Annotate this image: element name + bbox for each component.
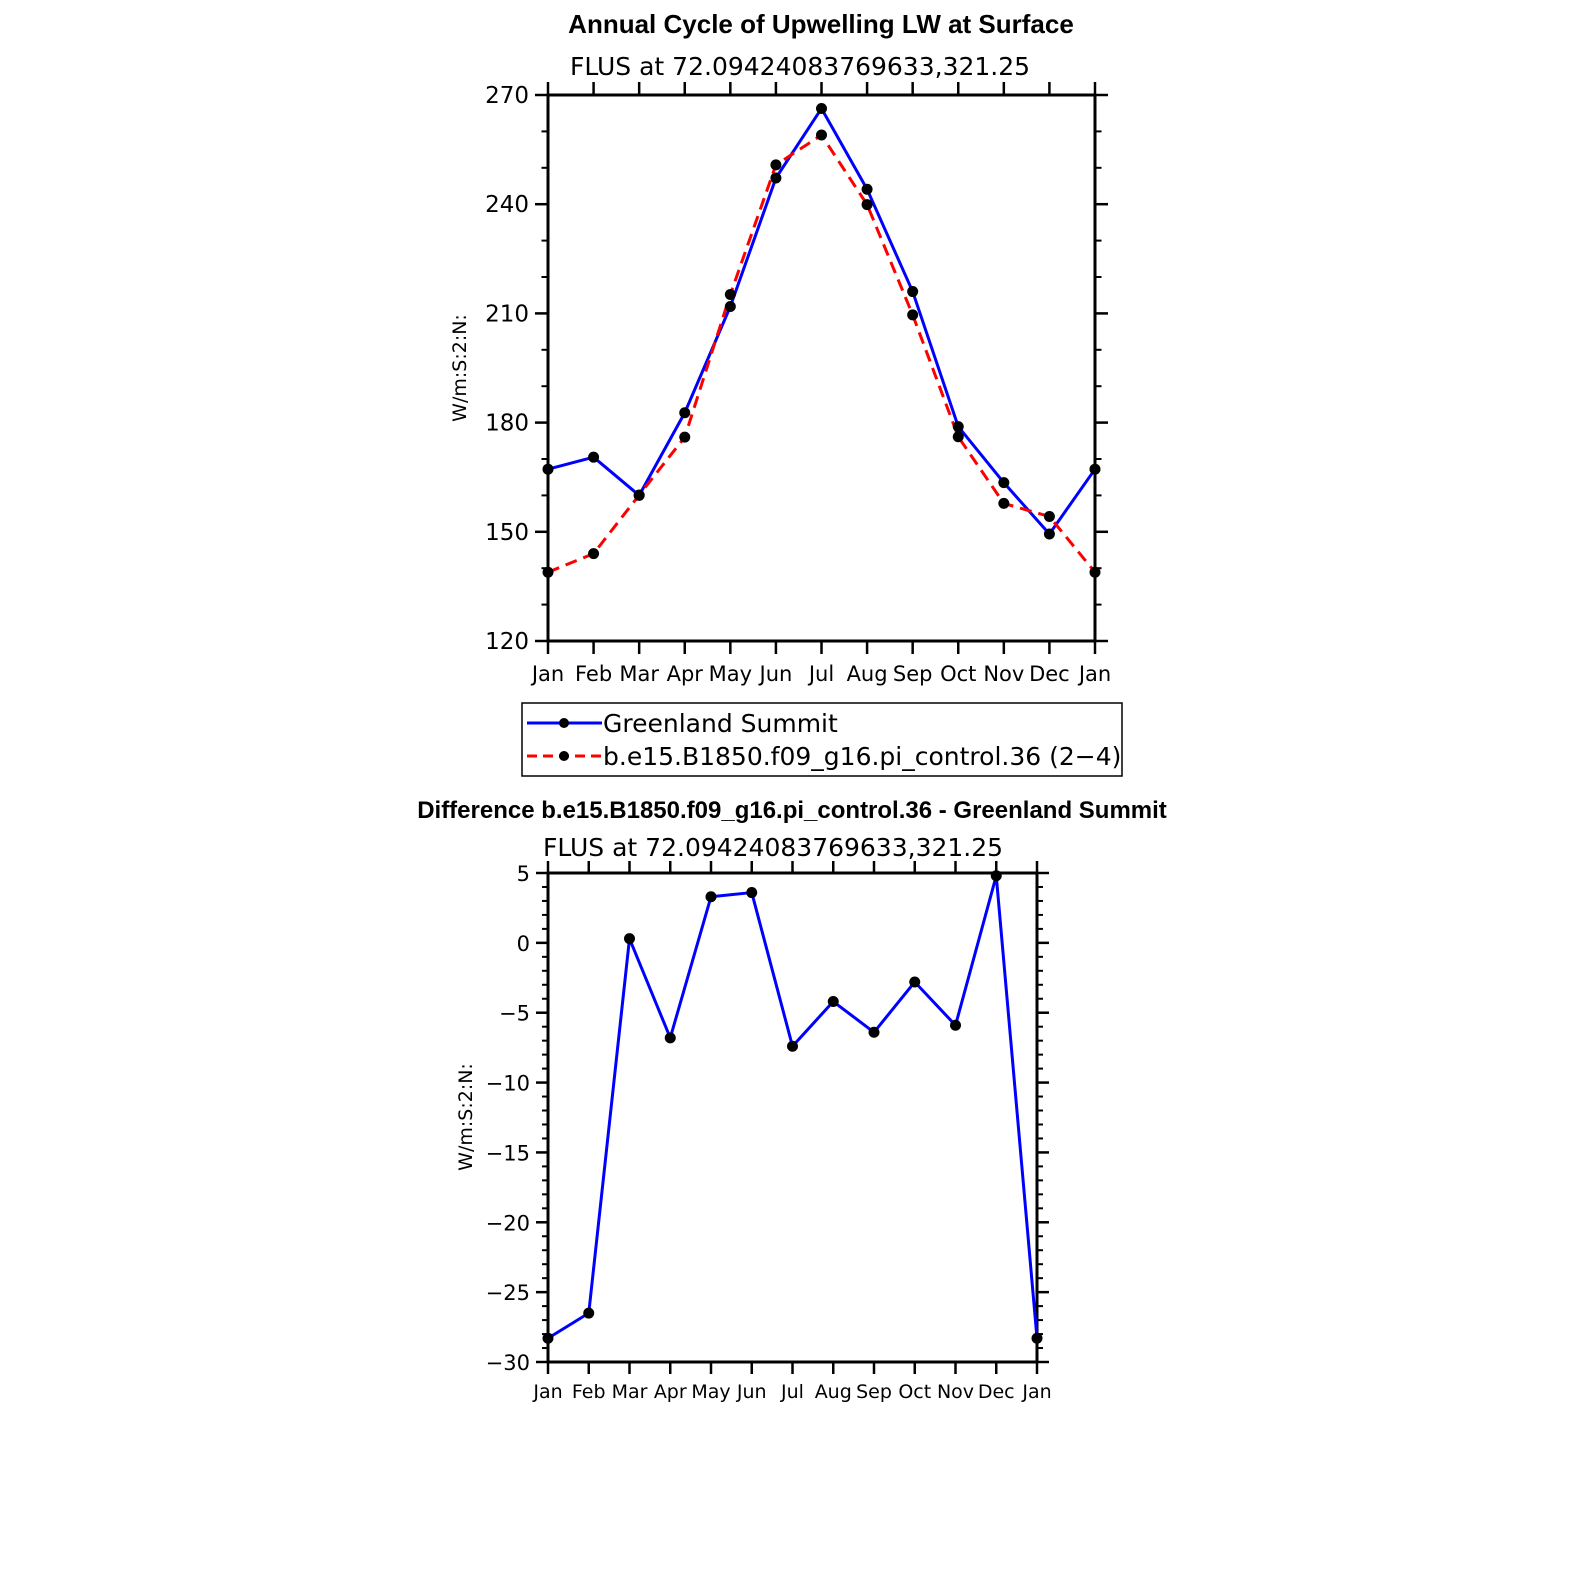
y-tick-label: 5 (516, 862, 530, 886)
chart-subtitle: FLUS at 72.09424083769633,321.25 (542, 833, 1004, 862)
x-tick-label: Jan (1078, 662, 1112, 686)
x-tick-label: May (708, 662, 753, 686)
data-point (770, 159, 781, 170)
x-tick-label: Mar (611, 1381, 648, 1403)
y-tick-label: 120 (485, 629, 529, 655)
y-axis-label: W/m:S:2:N: (449, 314, 471, 422)
data-point (1090, 567, 1101, 578)
plot-frame (548, 95, 1095, 641)
series-line (548, 108, 1095, 534)
data-point (953, 431, 964, 442)
x-tick-label: Jun (736, 1381, 767, 1403)
data-point (725, 289, 736, 300)
x-tick-label: Aug (846, 662, 888, 686)
legend-entry-model (527, 742, 1121, 771)
data-point (862, 199, 873, 210)
x-tick-label: Feb (574, 662, 613, 686)
data-point (1044, 528, 1055, 539)
data-point (991, 870, 1002, 881)
x-tick-label: Aug (814, 1381, 852, 1403)
legend (522, 703, 1122, 776)
data-point (1032, 1333, 1043, 1344)
x-tick-label: May (691, 1381, 731, 1403)
x-tick-label: Feb (571, 1381, 606, 1403)
data-point (679, 432, 690, 443)
data-point (543, 567, 554, 578)
x-tick-label: Sep (892, 662, 933, 686)
data-point (1090, 464, 1101, 475)
x-tick-label: Apr (653, 1381, 687, 1403)
x-tick-label: Oct (898, 1381, 932, 1403)
y-tick-label: 180 (485, 410, 529, 437)
x-tick-label: Nov (983, 662, 1025, 686)
data-point (869, 1027, 880, 1038)
data-point (816, 130, 827, 141)
y-tick-label: 210 (485, 301, 529, 328)
plot-area (485, 82, 1111, 686)
x-tick-label: Oct (940, 662, 977, 686)
y-tick-label: 270 (485, 83, 529, 109)
x-tick-label: Nov (936, 1381, 975, 1403)
legend-label: b.e15.B1850.f09_g16.pi_control.36 (2−4) (603, 742, 1122, 771)
data-point (588, 548, 599, 559)
series-line (548, 135, 1095, 572)
data-point (679, 407, 690, 418)
y-tick-label: −5 (499, 1001, 530, 1026)
x-tick-label: Mar (619, 662, 659, 686)
plot-frame (548, 873, 1037, 1362)
y-tick-label: −30 (485, 1351, 530, 1375)
data-point (746, 887, 757, 898)
data-point (953, 421, 964, 432)
x-tick-label: Jan (531, 662, 565, 686)
y-axis-label: W/m:S:2:N: (455, 1063, 477, 1171)
data-point (998, 498, 1009, 509)
y-tick-label: 150 (485, 519, 529, 546)
data-point (624, 933, 635, 944)
data-point (909, 976, 920, 987)
data-point (543, 464, 554, 475)
y-tick-label: −15 (485, 1141, 530, 1166)
y-tick-label: 0 (516, 931, 530, 956)
x-tick-label: Apr (666, 662, 703, 686)
chart-title: Annual Cycle of Upwelling LW at Surface (568, 9, 1074, 39)
data-point (706, 891, 717, 902)
annual-cycle-chart (449, 9, 1122, 776)
data-point (725, 301, 736, 312)
x-tick-label: Dec (977, 1381, 1015, 1403)
x-tick-label: Dec (1029, 662, 1070, 686)
data-point (770, 172, 781, 183)
chart-title: Difference b.e15.B1850.f09_g16.pi_control.36 - Greenland Summit (417, 797, 1167, 824)
data-point (634, 490, 645, 501)
data-point (787, 1041, 798, 1052)
x-tick-label: Jun (759, 662, 793, 686)
plot-area (486, 861, 1052, 1403)
y-tick-label: −20 (485, 1211, 530, 1236)
chart-subtitle: FLUS at 72.09424083769633,321.25 (569, 52, 1031, 81)
x-tick-label: Jan (533, 1381, 563, 1403)
legend-entry-greenland-summit (527, 709, 838, 738)
y-tick-label: −25 (485, 1281, 530, 1306)
data-point (950, 1020, 961, 1031)
data-point (665, 1032, 676, 1043)
data-point (583, 1308, 594, 1319)
data-point (998, 477, 1009, 488)
data-point (862, 184, 873, 195)
legend-swatch-marker (559, 751, 569, 761)
data-point (907, 286, 918, 297)
x-tick-label: Sep (856, 1381, 892, 1403)
data-point (1044, 511, 1055, 522)
data-point (828, 996, 839, 1007)
x-tick-label: Jan (1022, 1381, 1052, 1403)
data-point (543, 1333, 554, 1344)
data-point (816, 103, 827, 114)
legend-swatch-marker (559, 718, 569, 728)
series-line (548, 876, 1037, 1338)
x-tick-label: Jul (808, 662, 835, 686)
data-point (588, 452, 599, 463)
legend-label: Greenland Summit (603, 709, 838, 738)
difference-chart (417, 797, 1167, 1403)
y-tick-label: 240 (485, 192, 529, 219)
x-tick-label: Jul (781, 1381, 804, 1403)
data-point (907, 309, 918, 320)
y-tick-label: −10 (485, 1071, 530, 1096)
